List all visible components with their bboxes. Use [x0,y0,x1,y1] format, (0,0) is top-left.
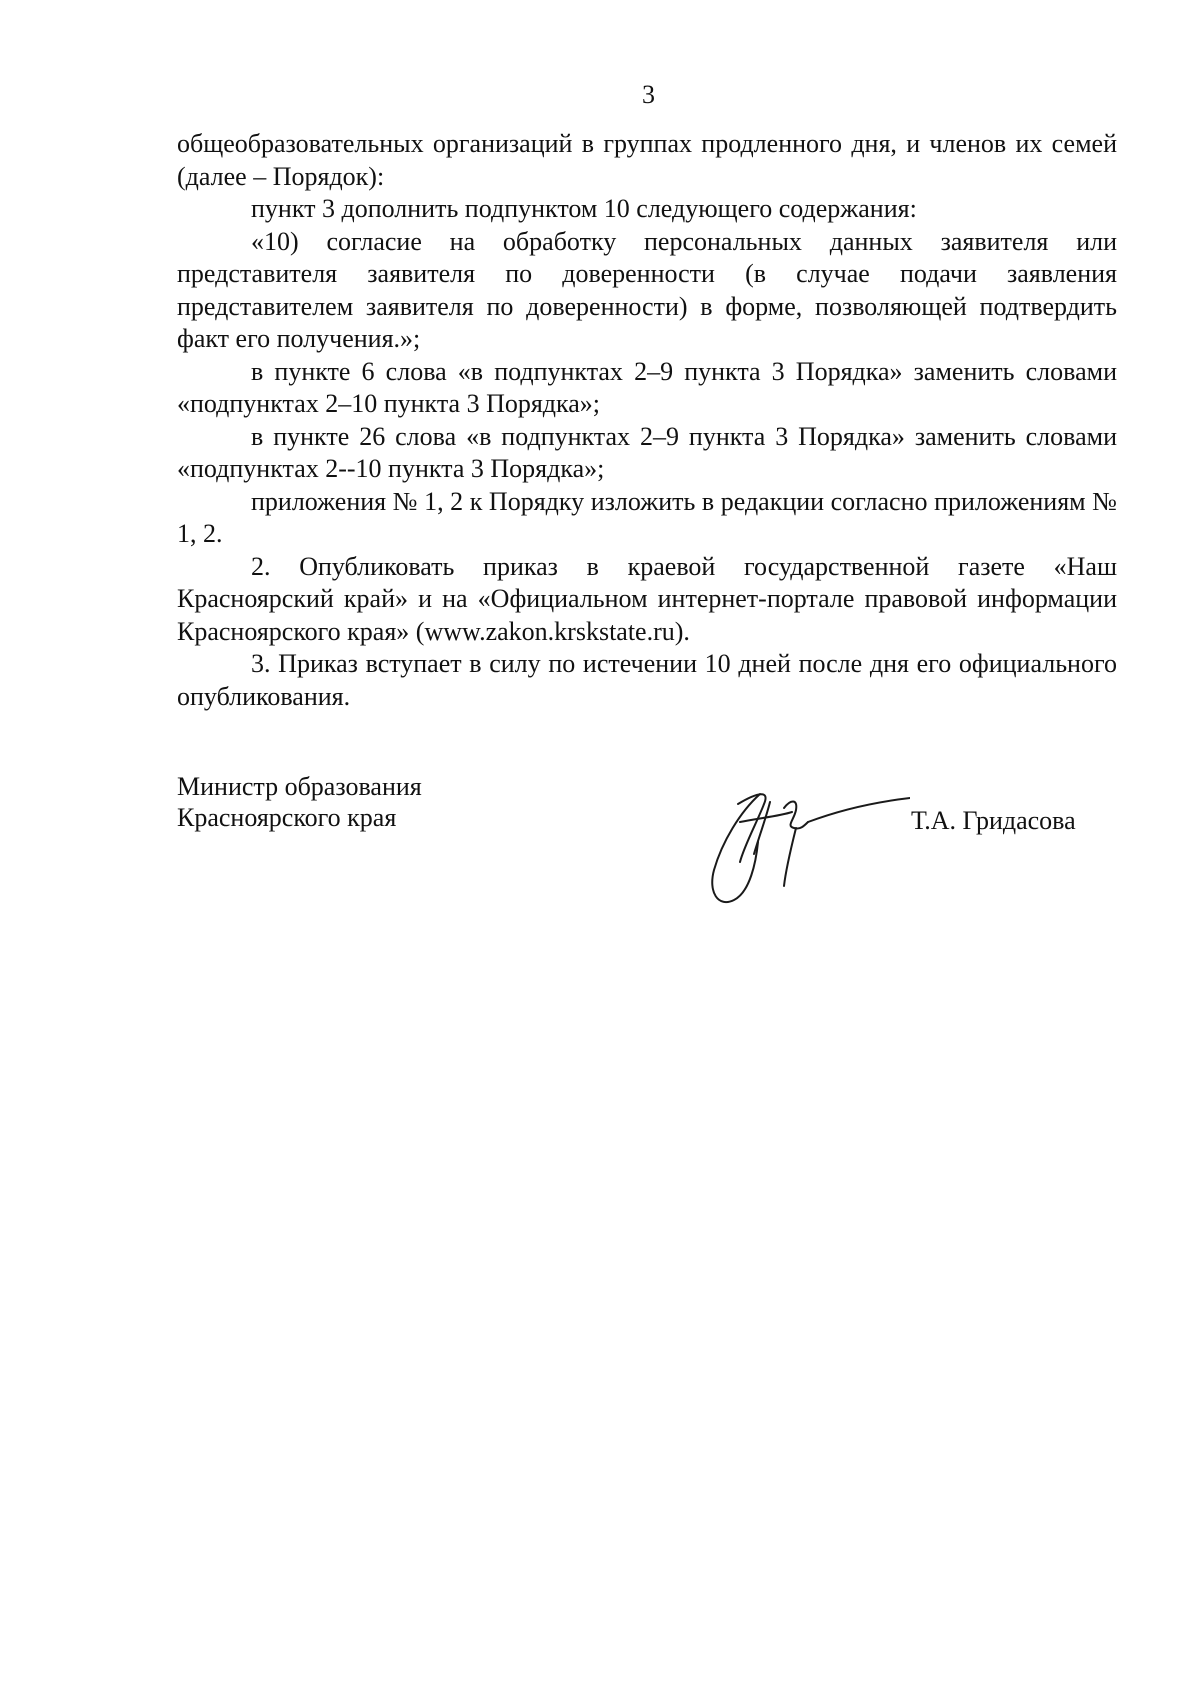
signer-position [177,771,617,833]
paragraph-effective: 3. Приказ вступает в силу по истечении 10 дней после дня его официального опубликования. [177,649,1117,711]
document-body [177,128,1117,713]
signer-position-line1: Министр образования [177,772,422,801]
paragraph-appendices: приложения № 1, 2 к Порядку изложить в редакции согласно приложениям № 1, 2. [177,486,1117,548]
signer-position-line2: Красноярского края [177,803,397,832]
paragraph-continuation: общеобразовательных организаций в группах продленного дня, и членов их семей (далее – Порядок): [177,129,1117,191]
paragraph-subpoint-10: «10) согласие на обработку персональных данных заявителя или представителя заявителя по доверенности (в случае подачи заявления представителем заявителя по доверенности) в форме, позволяющей подтвердить факт его получения.»; [177,226,1117,353]
paragraph-publish: 2. Опубликовать приказ в краевой государственной газете «Наш Красноярский край» и на «Официальном интернет-портале правовой информации Красноярского края» (www.zakon.krskstate.ru). [177,551,1117,646]
paragraph-amend-point-3: пункт 3 дополнить подпунктом 10 следующего содержания: [251,194,917,223]
paragraph-amend-point-26: в пункте 26 слова «в подпунктах 2–9 пункта 3 Порядка» заменить словами «подпунктах 2--10 пункта 3 Порядка»; [177,421,1117,483]
page-number: 3 [642,80,655,109]
paragraph-amend-point-6: в пункте 6 слова «в подпунктах 2–9 пункта 3 Порядка» заменить словами «подпунктах 2–10 пункта 3 Порядка»; [177,356,1117,418]
signer-name: Т.А. Гридасова [911,806,1076,835]
handwritten-signature [700,782,910,912]
